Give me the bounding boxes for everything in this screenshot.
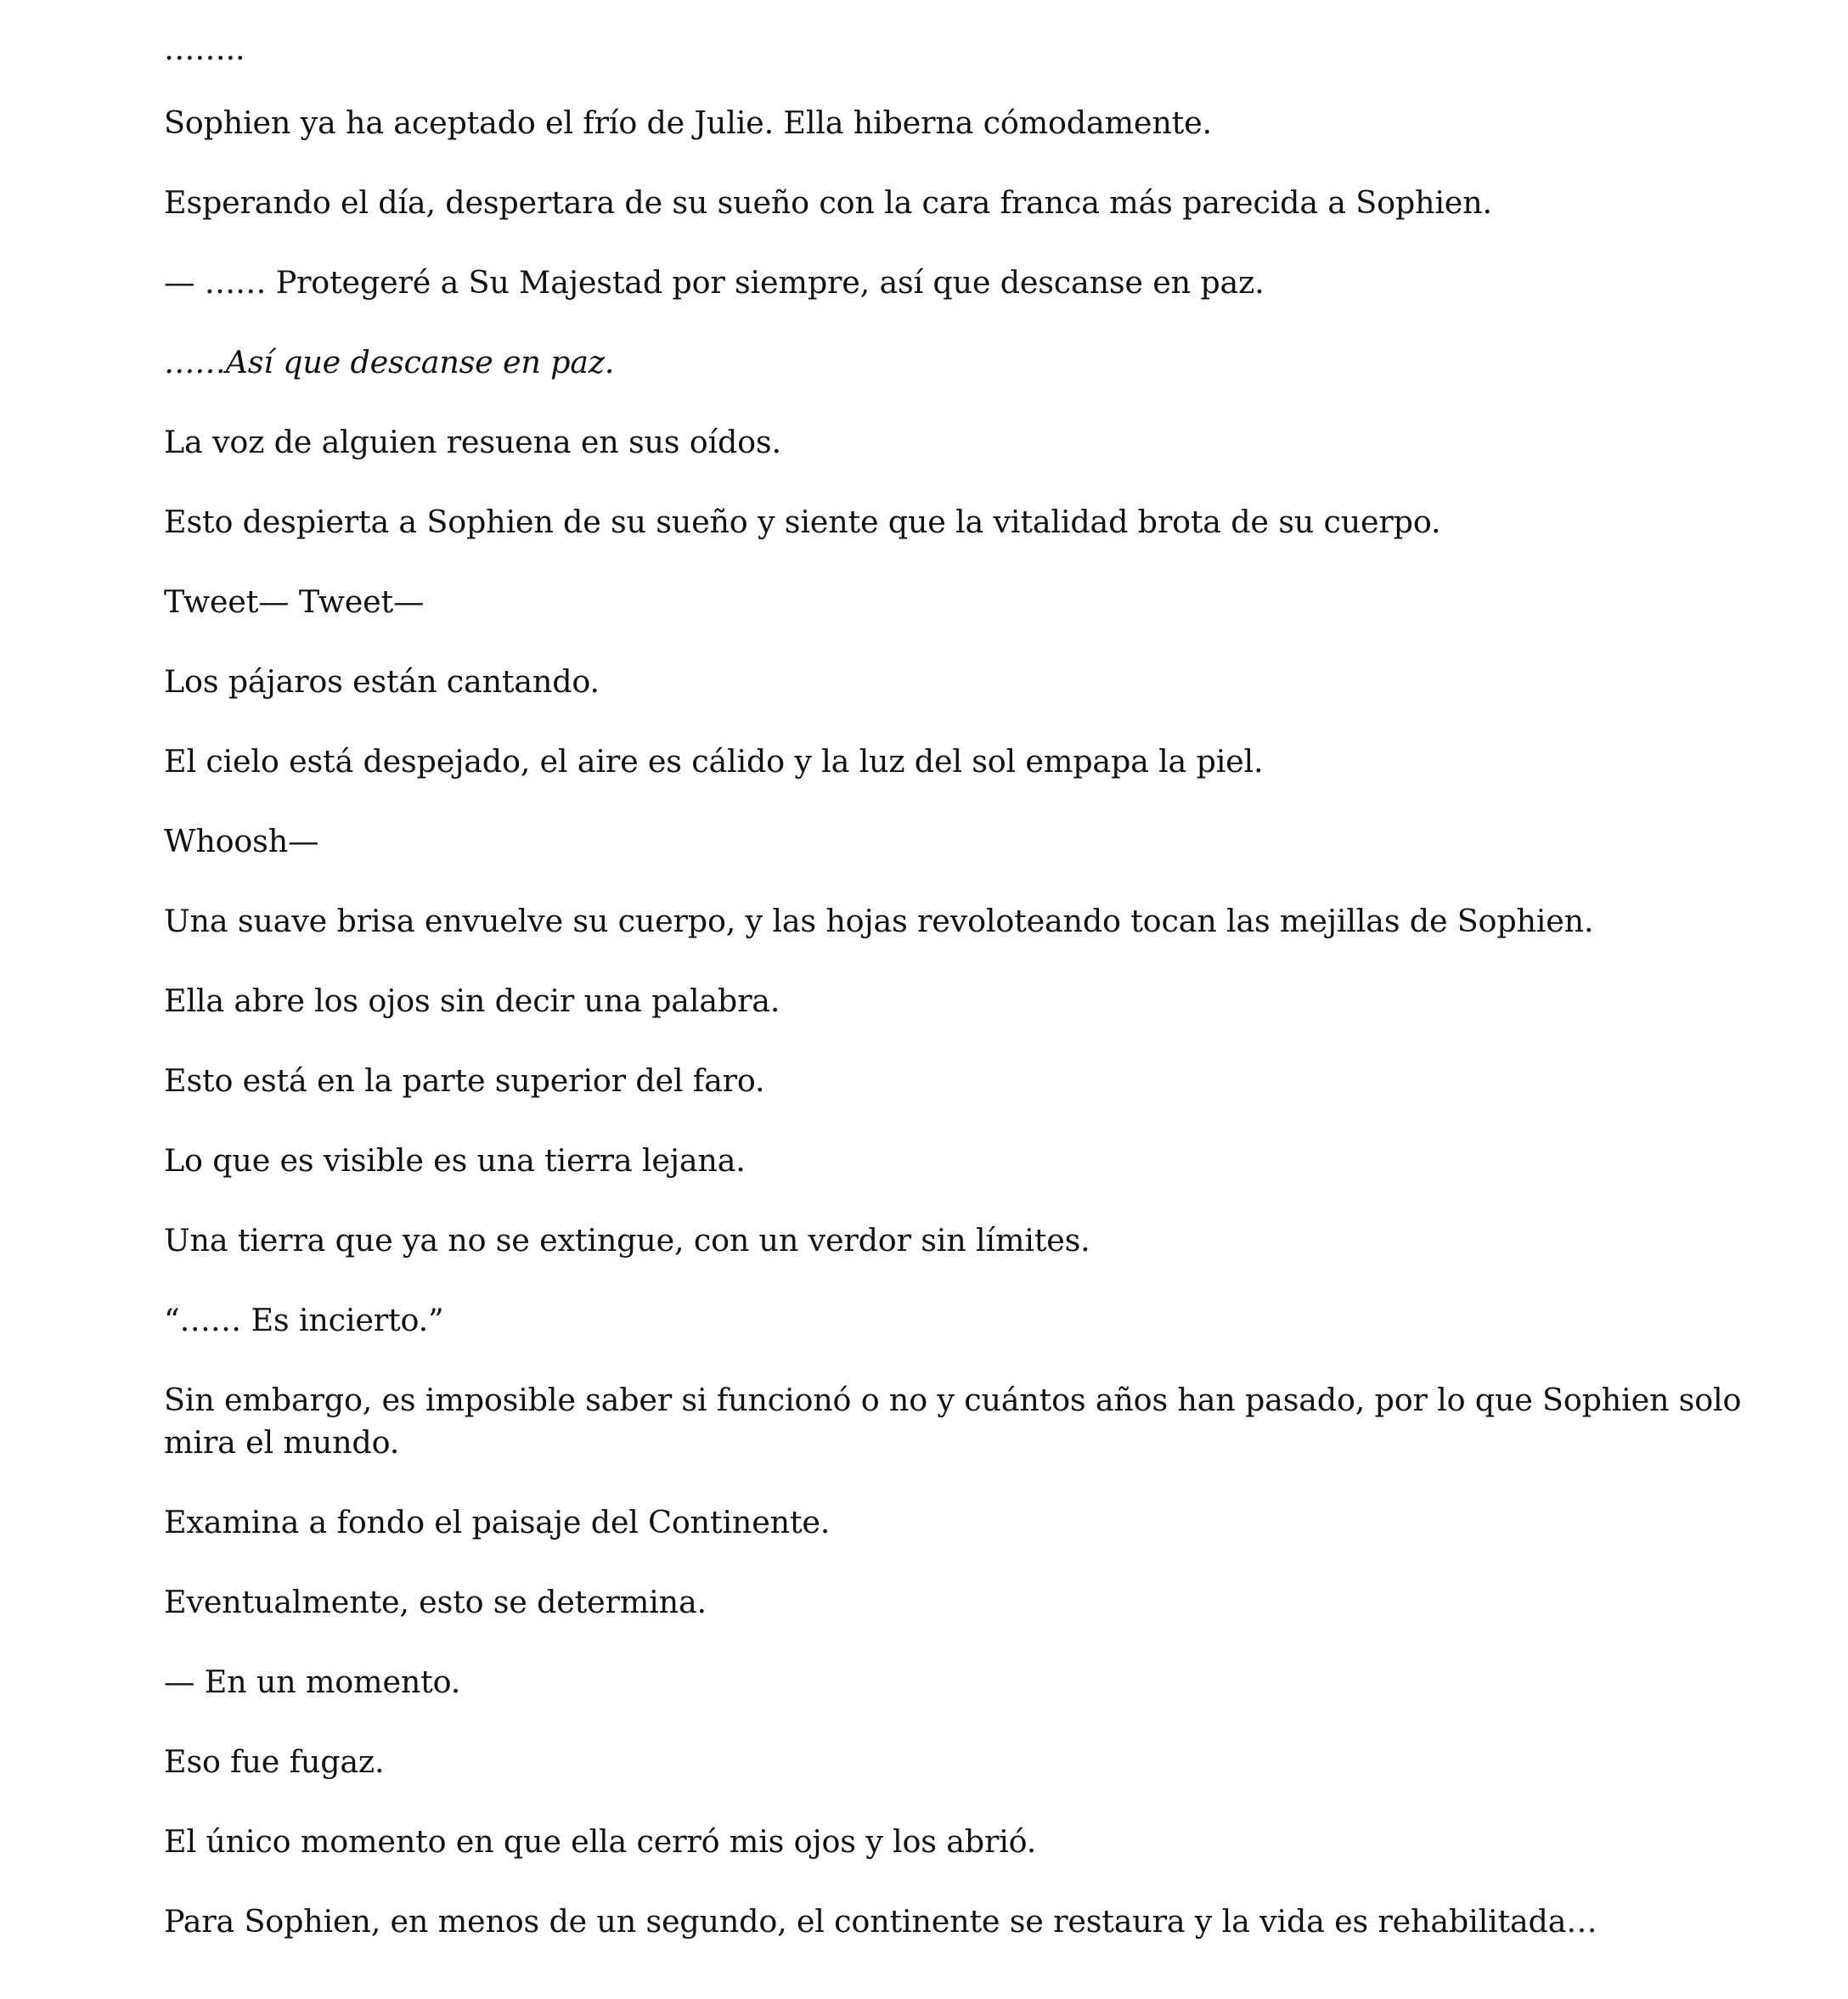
paragraph: La voz de alguien resuena en sus oídos.	[164, 424, 781, 460]
paragraph: Esto está en la parte superior del faro.	[164, 1062, 765, 1099]
paragraph: Lo que es visible es una tierra lejana.	[164, 1142, 746, 1179]
paragraph-sound: Tweet— Tweet—	[164, 583, 425, 620]
paragraph: Sophien ya ha aceptado el frío de Julie. Ella hiberna cómodamente.	[164, 104, 1212, 141]
paragraph: Una tierra que ya no se extingue, con un verdor sin límites.	[164, 1222, 1090, 1259]
paragraph: Sin embargo, es imposible saber si funcionó o no y cuántos años han pasado, por lo que Sophien solo mira el mundo.	[164, 1382, 1742, 1461]
paragraph: El único momento en que ella cerró mis ojos y los abrió.	[164, 1823, 1037, 1860]
paragraph-sound: Whoosh—	[164, 823, 319, 859]
paragraph: Una suave brisa envuelve su cuerpo, y las hojas revoloteando tocan las mejillas de Sophien.	[164, 903, 1594, 939]
paragraph-dialogue: — En un momento.	[164, 1664, 461, 1700]
document-body	[164, 31, 1744, 1980]
paragraph: Ella abre los ojos sin decir una palabra.	[164, 983, 780, 1019]
paragraph: El cielo está despejado, el aire es cálido y la luz del sol empapa la piel.	[164, 743, 1264, 780]
paragraph-quote: “…… Es incierto.”	[164, 1302, 444, 1338]
paragraph: Esperando el día, despertara de su sueño con la cara franca más parecida a Sophien.	[164, 184, 1492, 221]
paragraph: Eventualmente, esto se determina.	[164, 1584, 707, 1620]
paragraph: Los pájaros están cantando.	[164, 663, 600, 700]
paragraph-italic: ……Así que descanse en paz.	[164, 344, 615, 380]
paragraph-dialogue: — …… Protegeré a Su Majestad por siempre, así que descanse en paz.	[164, 264, 1265, 301]
paragraph: Esto despierta a Sophien de su sueño y siente que la vitalidad brota de su cuerpo.	[164, 504, 1441, 540]
paragraph: Eso fue fugaz.	[164, 1743, 385, 1780]
paragraph: Examina a fondo el paisaje del Continente.	[164, 1504, 831, 1540]
paragraph: Para Sophien, en menos de un segundo, el continente se restaura y la vida es rehabilitada…	[164, 1903, 1597, 1940]
paragraph-ellipsis: ……..	[164, 31, 245, 67]
